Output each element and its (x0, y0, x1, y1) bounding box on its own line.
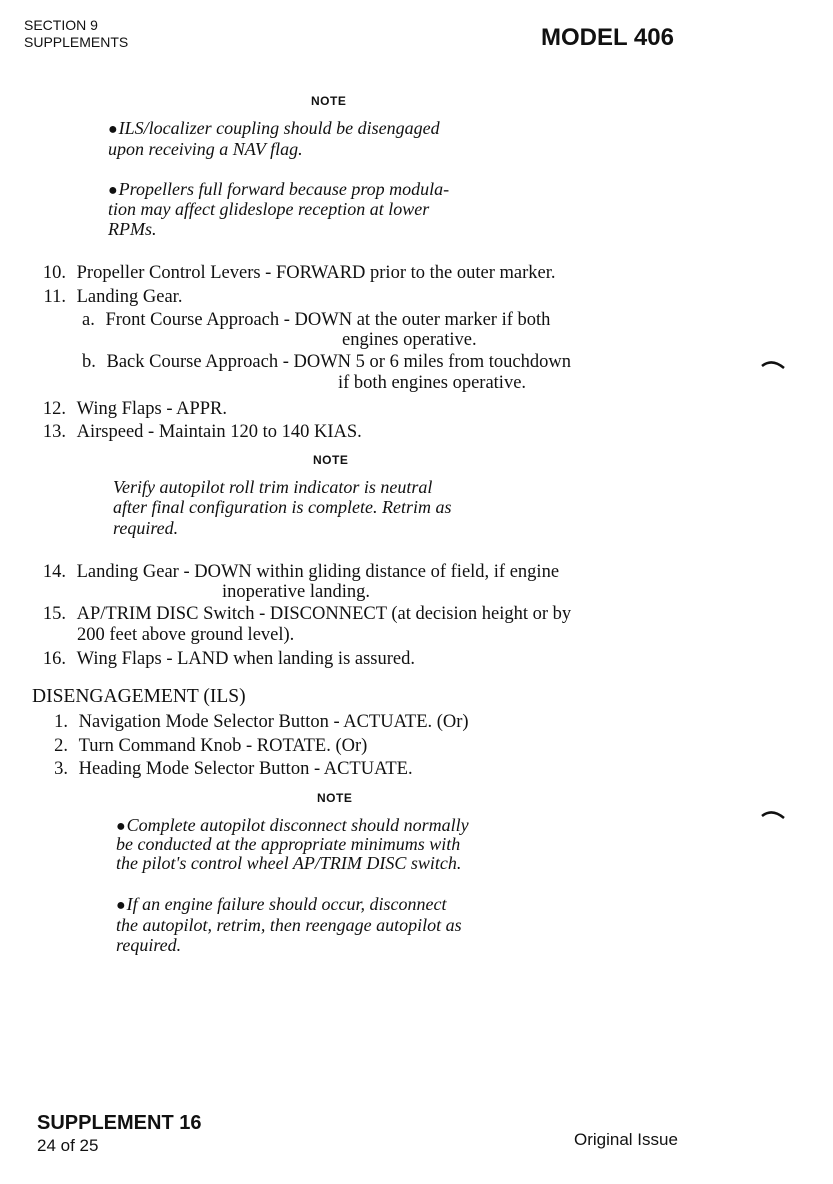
list-item: b. Back Course Approach - DOWN 5 or 6 miles from touchdown (82, 352, 571, 372)
list-item: 3. Heading Mode Selector Button - ACTUATE. (54, 759, 413, 779)
note-text: required. (116, 935, 182, 955)
bullet-icon: ● (108, 121, 118, 138)
bullet-icon: ● (116, 818, 126, 835)
page-number: 24 of 25 (37, 1136, 99, 1155)
note-text: ●If an engine failure should occur, disconnect (116, 894, 447, 914)
list-item: 14. Landing Gear - DOWN within gliding distance of field, if engine (42, 562, 560, 582)
list-item-continuation: inoperative landing. (222, 582, 370, 602)
note-text: RPMs. (108, 219, 157, 239)
note-title: NOTE (313, 453, 349, 467)
list-item: 16. Wing Flaps - LAND when landing is assured. (42, 649, 415, 669)
note-title: NOTE (317, 791, 353, 805)
note-text: ●Complete autopilot disconnect should normally (116, 815, 469, 835)
note-text: the pilot's control wheel AP/TRIM DISC switch. (116, 853, 462, 873)
revision-mark-icon (760, 356, 788, 370)
list-item: 12. Wing Flaps - APPR. (42, 399, 227, 419)
issue-label: Original Issue (574, 1130, 678, 1149)
note-text: tion may affect glideslope reception at lower (108, 199, 430, 219)
note-text: ●ILS/localizer coupling should be disengaged (108, 118, 440, 138)
list-item: 1. Navigation Mode Selector Button - ACTUATE. (Or) (54, 712, 469, 732)
list-item: 11. Landing Gear. (43, 287, 183, 307)
list-item: 10. Propeller Control Levers - FORWARD prior to the outer marker. (42, 263, 556, 283)
note-text: Verify autopilot roll trim indicator is neutral (113, 477, 433, 497)
note-title: NOTE (311, 94, 347, 108)
bullet-icon: ● (108, 182, 118, 199)
list-item-continuation: if both engines operative. (338, 373, 527, 393)
section-sublabel: SUPPLEMENTS (24, 34, 129, 50)
list-item-continuation: 200 feet above ground level). (77, 625, 295, 645)
bullet-icon: ● (116, 897, 126, 914)
note-text: the autopilot, retrim, then reengage autopilot as (116, 915, 462, 935)
revision-mark-icon (760, 806, 788, 820)
list-item: 2. Turn Command Knob - ROTATE. (Or) (54, 736, 368, 756)
note-text: upon receiving a NAV flag. (108, 139, 303, 159)
list-item: 15. AP/TRIM DISC Switch - DISCONNECT (at decision height or by (42, 604, 572, 624)
section-label: SECTION 9 (24, 17, 98, 33)
note-text: ●Propellers full forward because prop modula- (108, 179, 450, 199)
supplement-label: SUPPLEMENT 16 (37, 1112, 202, 1134)
note-text: required. (113, 518, 179, 538)
note-text: be conducted at the appropriate minimums with (116, 834, 461, 854)
model-title: MODEL 406 (541, 24, 674, 51)
section-heading: DISENGAGEMENT (ILS) (32, 686, 246, 707)
list-item: 13. Airspeed - Maintain 120 to 140 KIAS. (42, 422, 362, 442)
note-text: after final configuration is complete. Retrim as (113, 497, 452, 517)
list-item: a. Front Course Approach - DOWN at the outer marker if both (82, 310, 551, 330)
list-item-continuation: engines operative. (342, 330, 477, 350)
